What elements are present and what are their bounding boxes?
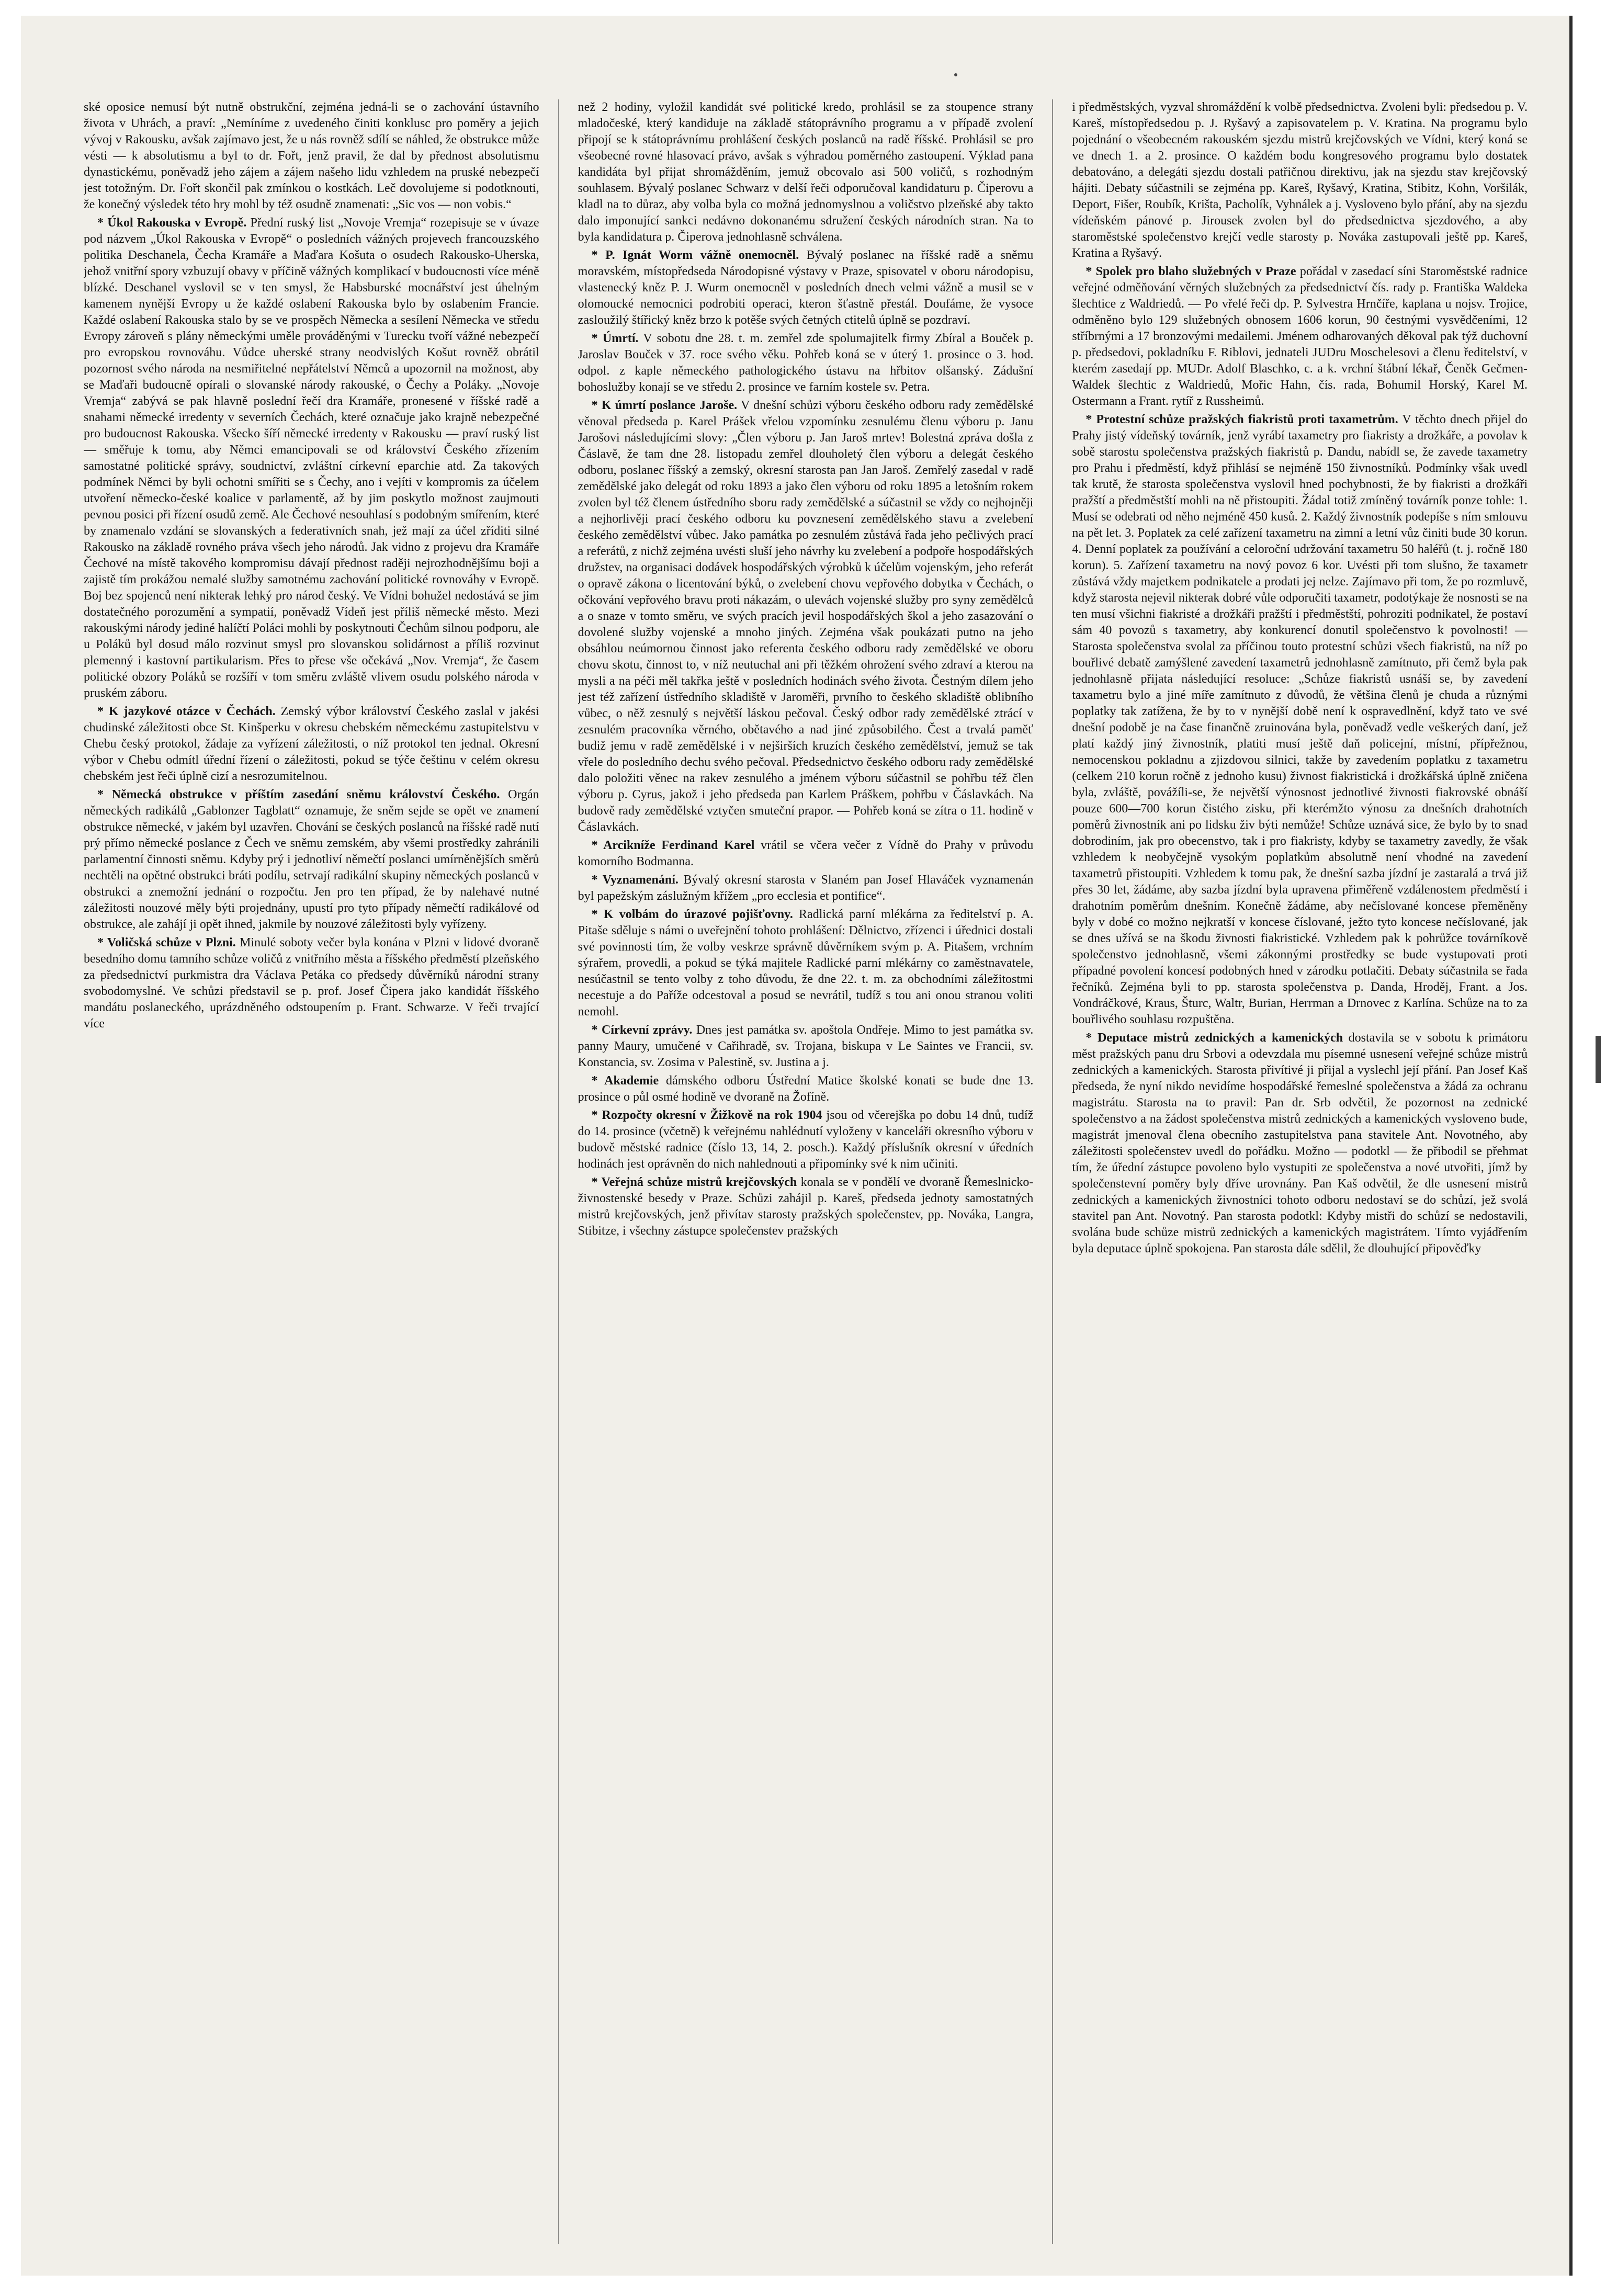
- article-paragraph: [578, 331, 1034, 395]
- article-heading: * Deputace mistrů zednických a kamenických: [1085, 1031, 1343, 1045]
- article-paragraph: [578, 1107, 1034, 1172]
- column-left: [84, 99, 539, 2244]
- article-text: V těchto dnech přijel do Prahy jistý vídeňský továrník, jenž vyrábí taxametry pro fiakristy a drožkáře, a povolav k sobě starostu společenstva pražských fiakristů p. Dandu, nabídl se, že zavede taxametry pro Prahu i předměstí, když přihlásí se nejméně 150 živnostníků. Podmínky však uvedl tak krutě, že starosta společenstva vyslovil hned pochybnosti, že by fiakristi a drožkáři pražští a předměstští mohli na ně přistoupiti. Žádal totiž zmíněný továrník ponze tohle: 1. Musí se odebrati od něho nejméně 450 kusů. 2. Každý živnostník podepíše s ním smlouvu na pět let. 3. Poplatek za celé zařízení taxametru na zimní a letní vůz činiti bude 30 korun. 4. Denní poplatek za používání a celoroční udržování taxametru 50 haléřů (t. j. ročně 180 korun). 5. Zařízení taxametru na nový povoz 6 kor. Uvésti při tom slušno, že taxametr zůstává vždy majetkem podnikatele a prodati jej nelze. Zajímavo při tom, že po rozmluvě, když starosta nejevil nikterak dobré vůle odporučiti taxametr, podotýkaje že nosnosti se na ten musí všichni fiakristé a drožkáři pražští i předměstští, pohroziti podnikatel, že postaví sám 40 povozů s taxametry, aby konkurencí donutil společenstvo k povolnosti! — Starosta společenstva svolal za příčinou touto protestní schůzi všech fiakristů, na níž po bouřlivé debatě zamýšlené zavedení taxametrů jednohlasně zamítnuto, při čemž byla pak jednohlasně přijata následující resoluce: „Schůze fiakristů usnáší se, by zavedení taxametru bylo a jiné míře zamítnuto z důvodů, že většina členů je chuda a různými poplatky tak zatížena, že by to v nynější době není k ospravedlnění, když tato ve své dnešní podobě je na čase finančně zruinována byla, poněvadž vedle veškerých daní, jež platí každý jiný živnostník, platiti musí ještě daň policejní, místní, přípřežnou, nemocenskou pokladnu a zjizdovou silnici, takže by zavedením poplatku z taxametru (celkem 210 korun ročně z jednoho kusu) živnost fiakristická i drožkářská úplně zničena byla, zvláště, povážíli-se, že největší výnosnost jednotlivé živnosti fiakrovské obnáší pouze 600—700 korun čistého zisku, při kterémžto výnosu za dnešních drahotních poměrů živnostník ani po lidsku živ býti nemůže! Schůze uznává sice, že bylo by to snad dobrodiním, jak pro obecenstvo, tak i pro fiakristy, kdyby se taxametry zavedly, že však vzhledem k neobyčejně vysokým poplatkům absolutně není vhodné na zavedení taxametrů přistoupiti. Vzhledem k tomu pak, že dnešní sazba jízdní je zastaralá a trvá již přes 30 let, žádáme, aby sazba jízdní byla upravena přiměřeně vzdálenostem předměstí i drahotním poměrům dnešním. Konečně žádáme, aby nečíslované koncese přeměněny byly v dobé co možno nejkratší v koncese číslované, ježto tyto koncese nečíslované, jak se dnes užívá se na škodu živnosti fiakristické. Vzhledem pak k pohrůžce továrníkově společenstvo jednohlasně, všemi zákonnými prostředky se bude vystupovati proti případné povolení koncesí podobných hned v zárodku potlačiti. Debaty súčastnila se řada řečníků. Zejména byli to pp. starosta společenstva p. Danda, Hroděj, Frant. a Jos. Vondráčkové, Kraus, Šturc, Waltr, Burian, Herrman a Drnovec z Karlína. Schůze na to za bouřlivého souhlasu rozpuštěna.: [1072, 413, 1528, 1026]
- article-paragraph: [84, 215, 539, 702]
- article-text: Zemský výbor království Českého zaslal v jakési chudinské záležitosti obce St. Kinšperku v okresu chebském německému zastupitelstvu v Chebu český protokol, žádaje za vyřízení záležitosti, o níž protokol ten jednal. Okresní výbor v Chebu odmítl úřední řízení o záležitosti, pokud se týče češtinu v celém okresu chebském jest řeči úplně cizí a nesrozumitelnou.: [84, 705, 539, 783]
- article-text: dostavila se v sobotu k primátoru měst pražských panu dru Srbovi a odevzdala mu písemné usnesení veřejné schůze mistrů zednických a kamenických. Starosta přivítivé ji přijal a vyslechl její přání. Pan Josef Kaš předseda, že nyní nikdo nevidíme hospodářské řemeslné společenstva a žádá za ochranu magistrátu. Starosta na to pravil: Pan dr. Srb odvětil, že pozornost na zednické společenstvo a na žádost společenstva mistrů zednických a kamenických vysloveno bude, magistrát jmenoval člena obecního zastupitelstva pana stavitele Ant. Novotného, aby záležitosti společenstev uvedl do pořádku. Možno — podotkl — že přibodil se přehmat tím, že úřední zástupce povoleno bylo vystupiti ze společenstva a nové utvořiti, jímž by společenstevní poměry byly dříve urovnány. Pan Kaš odvětil, že dle usnesení mistrů zednických a kamenických živnostníci tohoto odboru nedostaví se do schůzí, jež svolá stavitel pan Ant. Novotný. Pan starosta podotkl: Kdyby mistři do schůzí se nedostavili, svolána bude schůze mistrů zednických a kamenických magistrátem. Tímto vyjádřením byla deputace úplně spokojena. Pan starosta dále sdělil, že dlouhující připověďky: [1072, 1031, 1528, 1256]
- article-text: dámského odboru Ústřední Matice školské konati se bude dne 13. prosince o půl osmé hodině ve dvoraně na Žofíně.: [578, 1074, 1034, 1104]
- article-text: i předměstských, vyzval shromáždění k volbě předsednictva. Zvoleni byli: předsedou p. V. Kareš, místopředsedou p. J. Ryšavý a zapisovatelem p. V. Kratina. Na programu bylo pojednání o všeobecném rakouském sjezdu mistrů krejčovských ve Vídni, který koná se ve dnech 1. a 2. prosince. O každém bodu kongresového programu bylo dostatek debatováno, a delegáti sjezdu dostali patřičnou direktivu, jak na sjezdu stav krejčovský hájiti. Debaty súčastnili se zejména pp. Kareš, Ryšavý, Kratina, Stibitz, Kohn, Voršilák, Deport, Fišer, Roubík, Krišta, Pacholík, Vyhnálek a j. Vysloveno bylo přání, aby na sjezdu vídeňském pánové p. Jirousek zvolen byl do předsednictva sjezdového, a aby staroměstské společenstvo krejčí vedle starosty p. Nováka zastupovali ještě pp. Kareš, Kratina a Ryšavý.: [1072, 100, 1528, 260]
- article-text: konala se v pondělí ve dvoraně Řemeslnicko-živnostenské besedy v Praze. Schůzi zahájil p. Kareš, předseda jednoty samostatných mistrů krejčovských, jenž přivítav starosty pražských společenstev, pp. Nováka, Langra, Stibitze, i všechny zástupce společenstev pražských: [578, 1175, 1034, 1238]
- article-text: Bývalý okresní starosta v Slaném pan Josef Hlaváček vyznamenán byl papežským záslužným křížem „pro ecclesia et pontifice“.: [578, 873, 1034, 903]
- article-text: jsou od včerejška po dobu 14 dnů, tudíž do 14. prosince (včetně) k veřejnému nahlédnutí vyloženy v kanceláři okresního výboru v budově městské radnice (číslo 13, 14, 2. posch.). Každý příslušník okresní v úředních hodinách jest oprávněn do nich nahlednouti a připomínky své k nim učiniti.: [578, 1109, 1034, 1171]
- article-paragraph: [1072, 1030, 1528, 1257]
- column-divider: [558, 99, 559, 2244]
- article-paragraph: [578, 838, 1034, 870]
- article-heading: * Arcikníže Ferdinand Karel: [591, 839, 755, 852]
- article-heading: * Vyznamenání.: [591, 873, 678, 887]
- article-paragraph: [84, 935, 539, 1032]
- article-paragraph: [1072, 264, 1528, 410]
- article-paragraph: [578, 1174, 1034, 1239]
- article-text: Minulé soboty večer byla konána v Plzni v lidové dvoraně besedního domu tamního schůze voličů z vnitřního města a říšského předměstí plzeňského za předsednictví purkmistra dra Václava Petáka co předsedy důvěrníků národní strany svobodomyslné. Ve schůzi představil se p. prof. Josef Čipera jako kandidát říšského mandátu poslaneckého, uprázdněného odstoupením p. Frant. Schwarze. V řeči trvající více: [84, 936, 539, 1031]
- ink-speck: [954, 73, 957, 76]
- article-paragraph: [578, 907, 1034, 1020]
- article-text: vrátil se včera večer z Vídně do Prahy v průvodu komorního Bodmanna.: [578, 839, 1034, 868]
- article-heading: * Úkol Rakouska v Evropě.: [97, 216, 247, 230]
- article-text: Bývalý poslanec na říšské radě a sněmu moravském, místopředseda Národopisné výstavy v Praze, spisovatel v oboru národopisu, vlastenecký kněz P. J. Wurm onemocněl v posledních dnech velmi vážně a musil se v olomoucké nemocnici podrobiti operaci, kteron šťastně přestál. Doufáme, že vysoce zasloužilý štířický kněz brzo k potěše svých četných ctitelů úplně se pozdraví.: [578, 248, 1034, 327]
- article-heading: * Spolek pro blaho služebných v Praze: [1085, 265, 1296, 278]
- article-text: V sobotu dne 28. t. m. zemřel zde spolumajitelk firmy Zbíral a Bouček p. Jaroslav Bouček v 37. roce svého věku. Pohřeb koná se v úterý 1. prosince o 3. hod. odpol. z kaple německého pathologického ústavu na hřbitov olšanský. Zádušní bohoslužby konají se ve středu 2. prosince ve farním kostele sv. Petra.: [578, 332, 1034, 394]
- article-paragraph: [84, 99, 539, 213]
- article-text: Radlická parní mlékárna za ředitelství p. A. Pitaše sděluje s námi o uveřejnění tohoto prohlášení: Dělnictvo, zřízenci i úřednici dostali své povinnosti tím, že volby veskrze správně důvěrníkem svým p. A. Pitašem, vrchním sýrařem, provedli, a pokud se týká majitele Radlické parní mlékárny co zaměstnavatele, nesúčastnil se tento volby z toho důvodu, že dne 22. t. m. za obchodními záležitostmi necestuje a do Paříže odcestoval a posud se nevrátil, tudíž s tou ani onou stranou voliti nemohl.: [578, 908, 1034, 1019]
- article-text: Přední ruský list „Novoje Vremja“ rozepisuje se v úvaze pod názvem „Úkol Rakouska v Evropě“ o posledních vážných projevech francouzského politika Deschanela, Čecha Kramáře a Maďara Košuta o osudech Rakousko-Uherska, jehož vnitřní spory vzbuzují obavy v příčině vážných komplikací v budoucnosti více méně blízké. Deschanel vyslovil se v ten smysl, že Habsburské mocnářství jest úhelným kamenem nynější Evropy u že každé oslabení Rakouska bylo by oslabením Francie. Každé oslabení Rakouska stalo by se ve prospěch Německa a sesílení Německa ve středu Evropy zároveň s plány německými uměle prováděnými v Turecku tvoří vážné nebezpečí pro evropskou rovnováhu. Vůdce uherské strany neodvislých Košut rovněž obrátil pozornost svého národa na nesmiřitelné nepřátelství Němců a upozornil na možnost, aby se Maďaři budoucně opírali o slovanské národy rakouské, o Čechy a Poláky. „Novoje Vremja“ zabývá se pak hlavně poslední řečí dra Kramáře, pronesené v říšské radě a snahami německé irredenty v severních Čechách, které označuje jako krajně nebezpečné pro budoucnost Rakouska. Všecko šíří německé irredenty v Rakousku — praví ruský list — směřuje k tomu, aby Němci emancipovali se od království Českého zřízením samostatné politické správy, soudnictví, zvláštní církevní eparchie atd. Za takových podmínek Němci by byli ochotni smířiti se s Čechy, ano i vejíti v kompromis za účelem utvoření německo-české koalice v parlamentě, až by jim poskytlo možnost zaujmouti pevnou posici při řízení osudů země. Ale Čechové nesouhlasí s podobným smířením, které by znamenalo vzdání se slovanských a federativních snah, jež mají za účel zříditi silné Rakousko na základě rovného práva všech jeho národů. Jak vidno z projevu dra Kramáře Čechové na místě takového kompromisu dávají přednost raději nejrozhodnějšímu boji a zajistě tím prokážou nemalé služby samotnému zachování politické rovnováhy v Evropě. Boj bez spojenců není nikterak lehký pro národ český. Ve Vídni bohužel nedostává se jim dostatečného porozumění a sympatií, poněvadž Vídeň jest příliš německé město. Mezi rakouskými národy jediné halíčtí Poláci mohli by poskytnouti Čechům silnou podporu, ale u Poláků byl dosud málo rozvinut smysl pro slovanskou solidárnost a příliš rozvinut plemenný i kastovní partikularism. Přes to přese vše očekává „Nov. Vremja“, že časem politické obzory Poláků se rozšíří v tom směru zvláště vlivem osudu polského národa v pruském záboru.: [84, 216, 539, 700]
- article-text: V dnešní schůzi výboru českého odboru rady zemědělské věnoval předseda p. Karel Prášek vřelou vzpomínku zesnulému členu výboru p. Janu Jarošovi následujícími slovy: „Člen výboru p. Jan Jaroš mrtev! Bolestná zpráva došla z Čáslavě, že tam dne 28. listopadu zemřel dlouholetý člen výboru a delegát českého odboru, poslanec říšský a zemský, okresní starosta pan Jan Jaroš. Zemřelý zasedal v radě zemědělské jako delegát od roku 1893 a jako člen výboru od roku 1895 a letošním rokem zvolen byl též členem ústředního sboru rady zemědělské a súčastnil se vždy co nejhojněji a nejhorlivěji prací českého odboru ku povznesení zemědělského stavu a zvelebení českého zemědělství vůbec. Jako památka po zesnulém zůstává řada jeho pečlivých prací a referátů, z nichž zejména uvésti sluší jeho návrhy ku zvelebení a podpoře hospodářských družstev, na organisaci dodávek hospodářských výrobků k účelům vojenským, jeho referát o opravě zákona o licentování býků, o zvelebení chovu vepřového dobytka v Čechách, o očkování vepřového bravu proti nákazám, o ulevách vojenské služby pro syny zemědělců a o snaze v tomto směru, ve svých pracích jevil hospodářských škol a jeho zasazování o dovolené služby vojenské a mnoho jiných. Zejména však poukázati putno na jeho obsáhlou neúmornou činnost jako referenta českého odboru rady zemědělské ve oboru chovu skotu, činnost to, v níž neutuchal ani při těžkém ohrožení svého zdraví a kterou na mysli a na péči měl takřka ještě v posledních hodinách svého života. Čestným dílem jeho jest též zařízení ústředního skladiště v Jaroměři, prvního to českého skladiště oblibního vůbec, o něž zesnulý s největší láskou pečoval. Český odbor rady zemědělské ztrácí v zesnulém pracovníka věrného, obětavého a nad jiné způsobilého. Čest a trvalá paměť budiž jemu v radě zemědělské i v nejširších kruzích českého zemědělství, jemuž se tak vřele do posledního dechu svého pečoval. Předsednictvo českého odboru rady zemědělské dalo položiti věnec na rakev zesnulého a jménem výboru súčastnil se pohřbu též člen výboru p. Cyrus, jakož i jeho předseda pan Karlem Práškem, pohřbu v Čáslavkách. Na budově rady zemědělské vztyčen smuteční prapor. — Pohřeb koná se zítra o 11. hodině v Čáslavkách.: [578, 399, 1034, 834]
- article-heading: * Veřejná schůze mistrů krejčovských: [591, 1175, 797, 1189]
- article-paragraph: [578, 872, 1034, 904]
- article-text: Orgán německých radikálů „Gablonzer Tagblatt“ oznamuje, že sněm sejde se opět ve znamení obstrukce německé, v jakém byl uzavřen. Chování se českých poslanců na říšské radě nutí prý přímo německé poslance z Čech ve sněmu zemském, aby všemi prostředky zahránili parlamentní činnosti sněmu. Kdyby prý i jednotliví němečtí poslanci umírněnějších směrů nechtěli na opětné obstrukci bráti podílu, setrvají radikální skupiny německých poslanců v obstrukci a znemožní jednání o rozpočtu. Jen pro ten případ, že by nalehavé nutné záležitosti nouzové měly býti projednány, upustí pro tyto případy němečtí radikálové od obstrukce, ale zahájí ji opět ihned, jakmile by nouzové záležitosti byly vyřízeny.: [84, 788, 539, 931]
- article-heading: * Akademie: [591, 1074, 659, 1088]
- newspaper-page: [21, 16, 1573, 2276]
- article-paragraph: [1072, 99, 1528, 262]
- column-right: [1072, 99, 1528, 2244]
- article-paragraph: [578, 398, 1034, 835]
- article-heading: * Církevní zprávy.: [591, 1023, 693, 1037]
- article-heading: * K volbám do úrazové pojišťovny.: [591, 908, 793, 921]
- column-divider: [1052, 99, 1053, 2244]
- article-paragraph: [84, 704, 539, 785]
- article-heading: * Voličská schůze v Plzni.: [97, 936, 236, 949]
- article-paragraph: [578, 1022, 1034, 1071]
- article-heading: * K jazykové otázce v Čechách.: [97, 705, 276, 718]
- article-text: pořádal v zasedací síni Staroměstské radnice veřejné odměňování věrných služebných za předsednictví čís. rady p. Františka Waldeka šlechtice z Waldriedů. — Po vřelé řeči dp. P. Sylvestra Hrnčíře, kaplana u nojsv. Trojice, odměněno bylo 129 služebných obnosem 1606 korun, 90 čestnými vysvědčeními, 12 stříbrnými a 17 bronzovými medailemi. Jménem odharovaných děkoval pak týž duchovní p. předsedovi, pokladníku F. Riblovi, jednateli JUDru Moschelesovi a členu ředitelství, v kterém zasedají pp. MUDr. Adolf Blaschko, c. a k. vrchní štábní lékař, Čeněk Gečmen-Waldek šlechtic z Waldriedů, Mořic Hahn, čís. rada, Bohumil Horský, Karel M. Ostermann a Frant. rytíř z Russheimů.: [1072, 265, 1528, 408]
- article-heading: * K úmrtí poslance Jaroše.: [591, 399, 738, 412]
- article-heading: * P. Ignát Worm vážně onemocněl.: [591, 248, 799, 262]
- article-text: Dnes jest památka sv. apoštola Ondřeje. Mimo to jest památka sv. panny Maury, umučené v Cařihradě, sv. Trojana, biskupa v Le Saintes ve Francii, sv. Konstancia, sv. Zosima v Palestině, sv. Justina a j.: [578, 1023, 1034, 1069]
- article-heading: * Německá obstrukce v příštím zasedání sněmu království Českého.: [97, 788, 500, 801]
- article-paragraph: [578, 1073, 1034, 1105]
- article-heading: * Rozpočty okresní v Žižkově na rok 1904: [591, 1109, 822, 1122]
- page-edge-mark: [1596, 1036, 1601, 1083]
- article-paragraph: [578, 99, 1034, 245]
- text-columns: [84, 99, 1528, 2244]
- article-heading: * Úmrtí.: [591, 332, 639, 345]
- article-text: ské oposice nemusí být nutně obstrukční, zejména jedná-li se o zachování ústavního života v Uhrách, a praví: „Nemíníme z uvedeného činiti konklusc pro poměry a jejich vývoj v Rakousku, avšak zajímavo jest, že u nás rovněž sdílí se náhled, že obstrukce může vésti — k absolutismu a byl to dr. Fořt, jenž pravil, že dal by přednost absolutismu dynastickému, poněvadž jeho zájem a zájem našeho lidu vzhledem na pruské nebezpečí jest totožným. Dr. Fořt skončil pak zmínkou o kostkách. Leč dovolujeme si podotknouti, že konečný výsledek této hry mohl by též osudně znamenati: „Sic vos — non vobis.“: [84, 100, 539, 211]
- article-heading: * Protestní schůze pražských fiakristů proti taxametrům.: [1085, 413, 1398, 426]
- article-paragraph: [1072, 412, 1528, 1028]
- column-middle: [578, 99, 1034, 2244]
- article-text: než 2 hodiny, vyložil kandidát své politické kredo, prohlásil se za stoupence strany mladočeské, který kandiduje na základě státoprávního programu a v případě zvolení připojí se k státoprávnímu prohlášení českých poslanců na radě říšské. Prohlásil se pro všeobecné rovné hlasovací právo, avšak s výhradou poměrného zastoupení. Výklad pana kandidáta byl přijat shromážděním, jemuž obcovalo asi 500 voličů, s rozhodným souhlasem. Bývalý poslanec Schwarz v delší řeči odporučoval kandidaturu p. Čiperovu a kladl na to důraz, aby volba byla co možná jednomyslnou a voličstvo plzeňské aby takto dalo imponující sankci nedávno dokonanému sdružení českých národních stran. Na to byla kandidatura p. Čiperova jednohlasně schválena.: [578, 100, 1034, 244]
- article-paragraph: [578, 247, 1034, 329]
- article-paragraph: [84, 787, 539, 933]
